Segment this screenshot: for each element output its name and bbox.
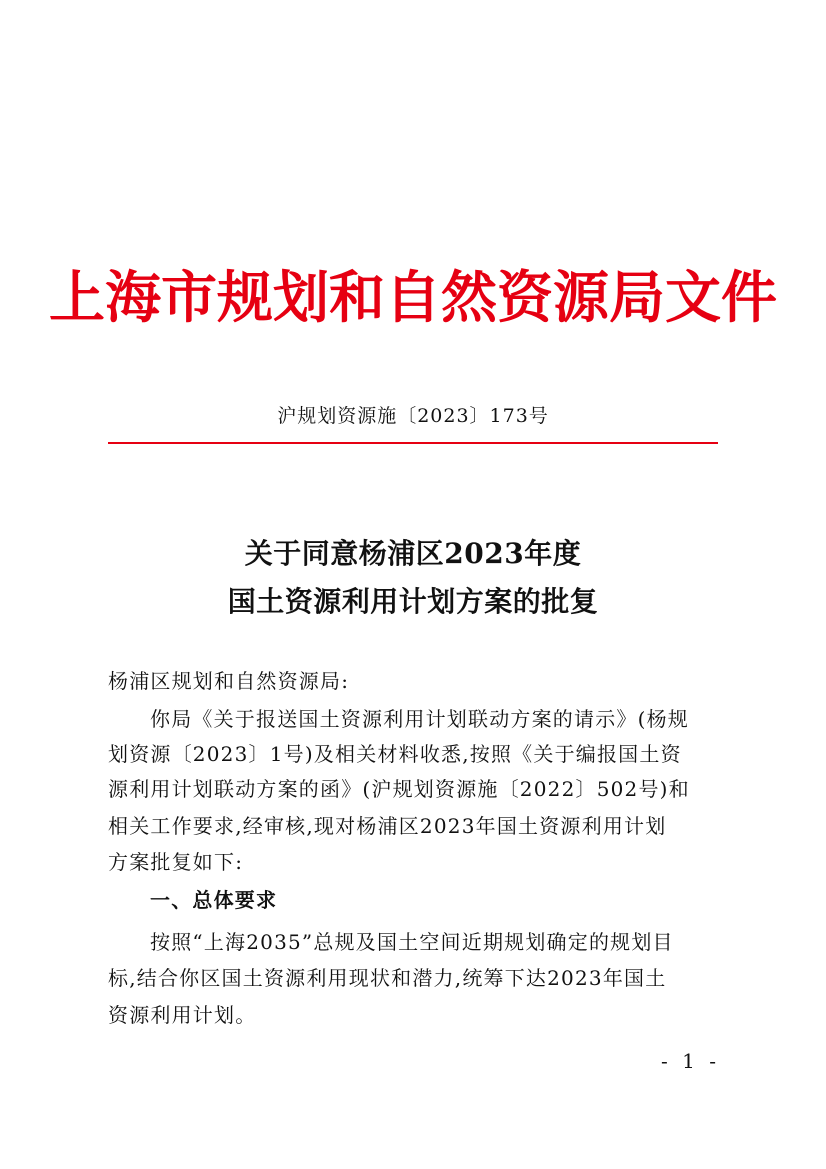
- paragraph-1-line-1: 你局《关于报送国土资源利用计划联动方案的请示》(杨规: [150, 707, 690, 731]
- recipient-line: 杨浦区规划和自然资源局:: [108, 669, 350, 693]
- red-divider-line: [108, 442, 718, 444]
- paragraph-1-line-5: 方案批复如下:: [108, 850, 244, 874]
- paragraph-1-line-2: 划资源〔2023〕1号)及相关材料收悉,按照《关于编报国土资: [108, 742, 682, 766]
- section-1-heading: 一、总体要求: [150, 888, 278, 912]
- agency-masthead: 上海市规划和自然资源局文件: [49, 265, 777, 331]
- paragraph-2-line-1: 按照“上海2035”总规及国土空间近期规划确定的规划目: [150, 930, 674, 954]
- document-title-line-2: 国土资源利用计划方案的批复: [227, 585, 599, 618]
- paragraph-1-line-3: 源利用计划联动方案的函》(沪规划资源施〔2022〕502号)和: [108, 777, 690, 801]
- paragraph-2-line-2: 标,结合你区国土资源利用现状和潜力,统筹下达2023年国土: [108, 966, 667, 990]
- paragraph-1-line-4: 相关工作要求,经审核,现对杨浦区2023年国土资源利用计划: [108, 814, 667, 838]
- paragraph-2-line-3: 资源利用计划。: [108, 1003, 257, 1027]
- page-number: - 1 -: [661, 1049, 720, 1073]
- document-number: 沪规划资源施〔2023〕173号: [277, 405, 549, 427]
- document-title-line-1: 关于同意杨浦区2023年度: [244, 537, 582, 570]
